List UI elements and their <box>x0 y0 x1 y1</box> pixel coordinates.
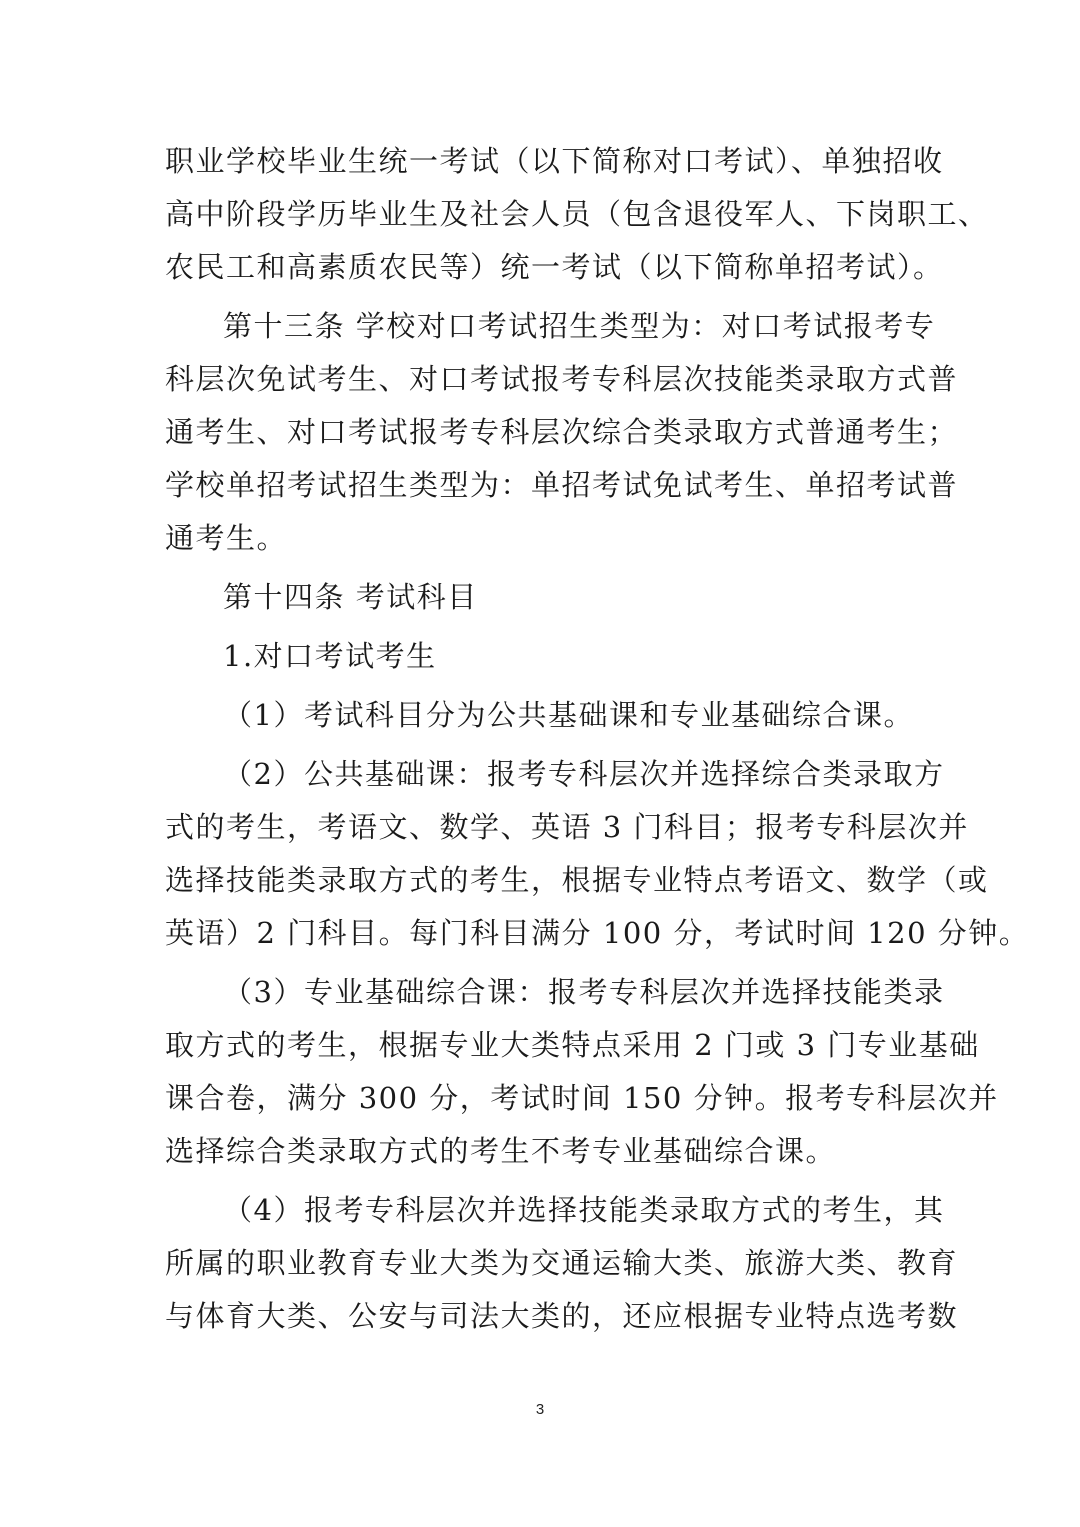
text-line: 课合卷，满分 300 分，考试时间 150 分钟。报考专科层次并 <box>165 1081 999 1115</box>
page-number: 3 <box>535 1401 545 1418</box>
text-line: 所属的职业教育专业大类为交通运输大类、旅游大类、教育 <box>165 1246 959 1280</box>
text-line: 学校单招考试招生类型为：单招考试免试考生、单招考试普 <box>165 468 959 502</box>
article-13-heading-line: 第十三条 学校对口考试招生类型为：对口考试报考专 <box>223 309 936 343</box>
text-line: 高中阶段学历毕业生及社会人员（包含退役军人、下岗职工、 <box>165 197 989 231</box>
text-line: （3）专业基础综合课：报考专科层次并选择技能类录 <box>223 975 945 1009</box>
text-line: 取方式的考生，根据专业大类特点采用 2 门或 3 门专业基础 <box>165 1028 980 1062</box>
section-heading: 1.对口考试考生 <box>223 639 437 673</box>
text-line: 选择技能类录取方式的考生，根据专业特点考语文、数学（或 <box>165 863 989 897</box>
text-line: （1）考试科目分为公共基础课和专业基础综合课。 <box>223 698 914 732</box>
article-14-heading: 第十四条 考试科目 <box>223 580 478 614</box>
body-text <box>165 135 1030 1343</box>
text-line: 式的考生，考语文、数学、英语 3 门科目；报考专科层次并 <box>165 810 969 844</box>
text-line: 与体育大类、公安与司法大类的，还应根据专业特点选考数 <box>165 1299 959 1333</box>
text-line: 英语）2 门科目。每门科目满分 100 分，考试时间 120 分钟。 <box>165 916 1030 950</box>
text-line: 科层次免试考生、对口考试报考专科层次技能类录取方式普 <box>165 362 959 396</box>
text-line: 农民工和高素质农民等）统一考试（以下简称单招考试）。 <box>165 250 944 284</box>
text-line: 通考生。 <box>165 521 288 555</box>
text-line: 职业学校毕业生统一考试（以下简称对口考试）、单独招收 <box>165 144 944 178</box>
text-line: （2）公共基础课：报考专科层次并选择综合类录取方 <box>223 757 945 791</box>
text-line: （4）报考专科层次并选择技能类录取方式的考生，其 <box>223 1193 945 1227</box>
text-line: 选择综合类录取方式的考生不考专业基础综合课。 <box>165 1134 837 1168</box>
text-line: 通考生、对口考试报考专科层次综合类录取方式普通考生； <box>165 415 959 449</box>
